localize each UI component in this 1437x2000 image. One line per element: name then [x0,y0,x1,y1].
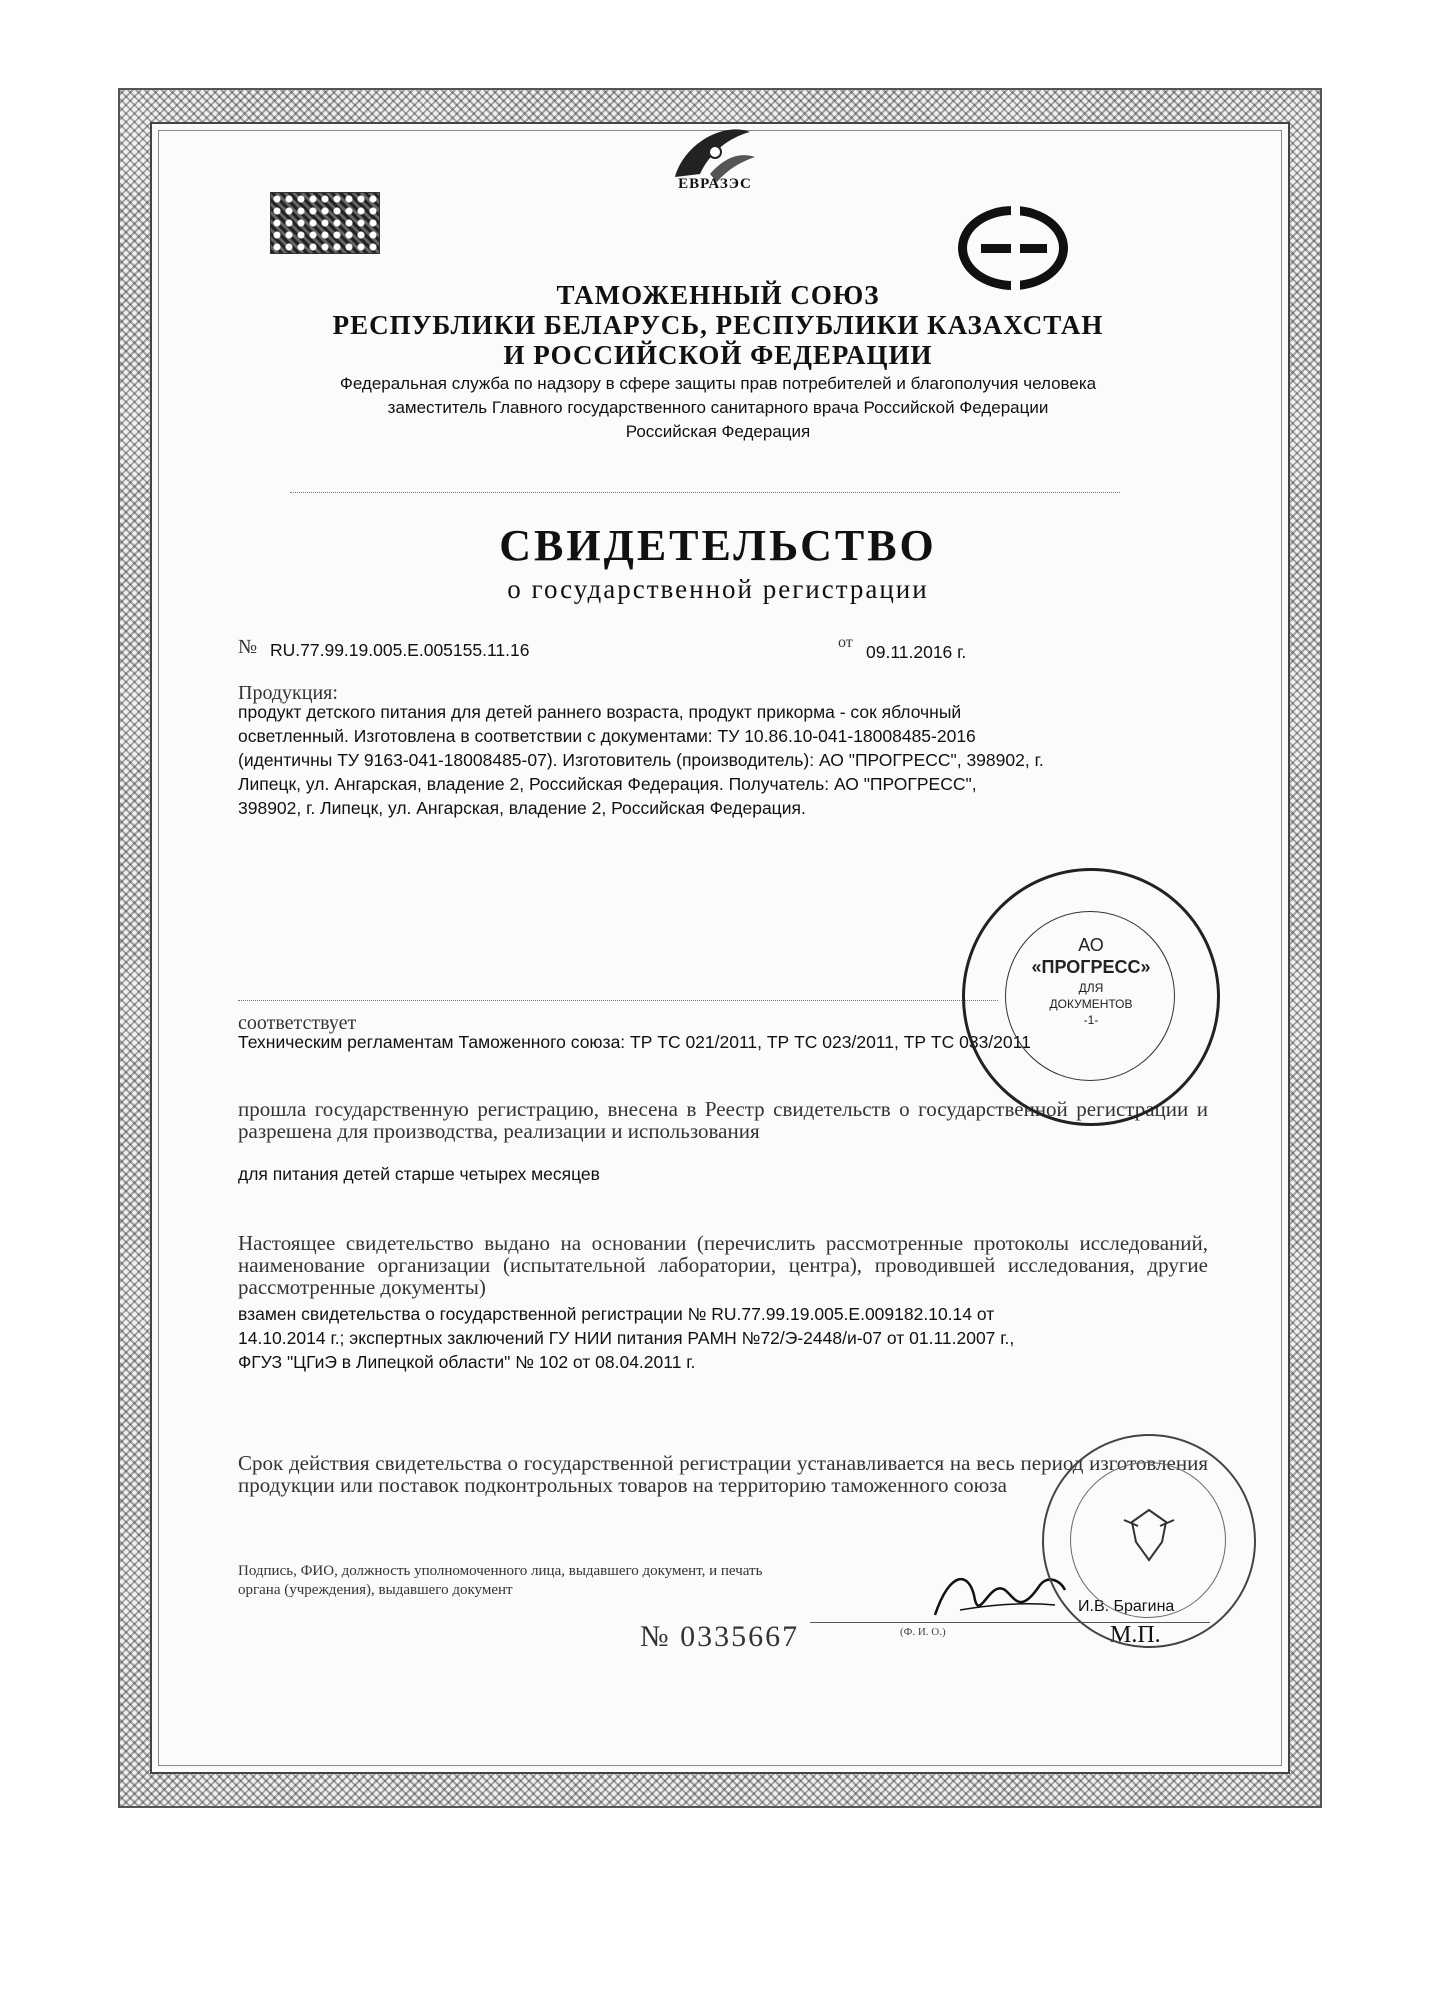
official-seal [1042,1434,1256,1648]
seal-place-label: М.П. [1110,1622,1161,1648]
stamp-line: АО [1078,935,1104,955]
stamp-line: ДЛЯ [1078,981,1104,995]
number-label: № [238,636,258,658]
product-line: Липецк, ул. Ангарская, владение 2, Российская Федерация. Получатель: АО "ПРОГРЕСС", [238,774,977,794]
product-line: 398902, г. Липецк, ул. Ангарская, владение 2, Российская Федерация. [238,798,806,818]
basis-documents [238,1302,1218,1374]
divider [238,1000,998,1001]
registration-statement: прошла государственную регистрацию, внесена в Реестр свидетельств о государственной регистрации и разрешена для производства, реализации и использования [238,1097,1208,1143]
eurasec-label: ЕВРАЗЭС [678,176,752,192]
signatory-caption: (Ф. И. О.) [900,1626,946,1638]
basis-line: 14.10.2014 г.; экспертных заключений ГУ НИИ питания РАМН №72/Э-2448/и-07 от 01.11.2007 г., [238,1328,1015,1348]
issuing-official: заместитель Главного государственного санитарного врача Российской Федерации [387,398,1049,417]
date-label: от [838,634,853,651]
coat-of-arms-icon [1114,1502,1184,1572]
header-line-1: ТАМОЖЕННЫЙ СОЮЗ [556,280,880,310]
customs-union-mark-icon [958,206,1068,290]
form-serial-number: № 0335667 [640,1620,800,1653]
document-title: СВИДЕТЕЛЬСТВО [499,521,937,570]
document-subtitle: о государственной регистрации [507,574,929,604]
registration-number: RU.77.99.19.005.E.005155.11.16 [270,640,530,660]
product-line: осветленный. Изготовлена в соответствии с документами: ТУ 10.86.10-041-18008485-2016 [238,726,976,746]
qr-code [270,192,380,254]
header-line-3: И РОССИЙСКОЙ ФЕДЕРАЦИИ [503,340,933,370]
basis-statement: Настоящее свидетельство выдано на основании (перечислить рассмотренные протоколы исследований, наименование организации (испытательной лаборатории, центра), проводившей исследования, другие рассмотренные документы) [238,1231,1208,1299]
registration-date: 09.11.2016 г. [866,642,967,662]
stamp-line: «ПРОГРЕСС» [1031,957,1151,977]
conformity-label: соответствует [238,1012,357,1034]
company-stamp [962,868,1220,1126]
intended-use: для питания детей старше четырех месяцев [238,1164,600,1184]
basis-line: взамен свидетельства о государственной регистрации № RU.77.99.19.005.E.009182.10.14 от [238,1304,995,1324]
conformity-text: Техническим регламентам Таможенного союза: ТР ТС 021/2011, ТР ТС 023/2011, ТР ТС 033/2011 [238,1032,1031,1052]
issuing-agency: Федеральная служба по надзору в сфере защиты прав потребителей и благополучия человека [339,374,1097,393]
stamp-line: -1- [1083,1013,1099,1027]
validity-statement: Срок действия свидетельства о государственной регистрации устанавливается на весь период изготовления продукции или поставок подконтрольных товаров на территорию таможенного союза [238,1451,1208,1497]
signature-caption: Подпись, ФИО, должность уполномоченного лица, выдавшего документ, и печать органа (учреждения), выдавшего документ [238,1563,763,1598]
header-line-2: РЕСПУБЛИКИ БЕЛАРУСЬ, РЕСПУБЛИКИ КАЗАХСТАН [332,310,1104,340]
stamp-line: ДОКУМЕНТОВ [1049,997,1133,1011]
issuing-country: Российская Федерация [625,422,811,441]
signatory-name: И.В. Брагина [1078,1598,1175,1615]
product-line: продукт детского питания для детей раннего возраста, продукт прикорма - сок яблочный [238,702,962,722]
product-label: Продукция: [238,682,338,704]
product-description [238,700,1218,820]
basis-line: ФГУЗ "ЦГиЭ в Липецкой области" № 102 от 08.04.2011 г. [238,1352,696,1372]
product-line: (идентичны ТУ 9163-041-18008485-07). Изготовитель (производитель): АО "ПРОГРЕСС", 398902, г. [238,750,1044,770]
divider [290,492,1120,493]
